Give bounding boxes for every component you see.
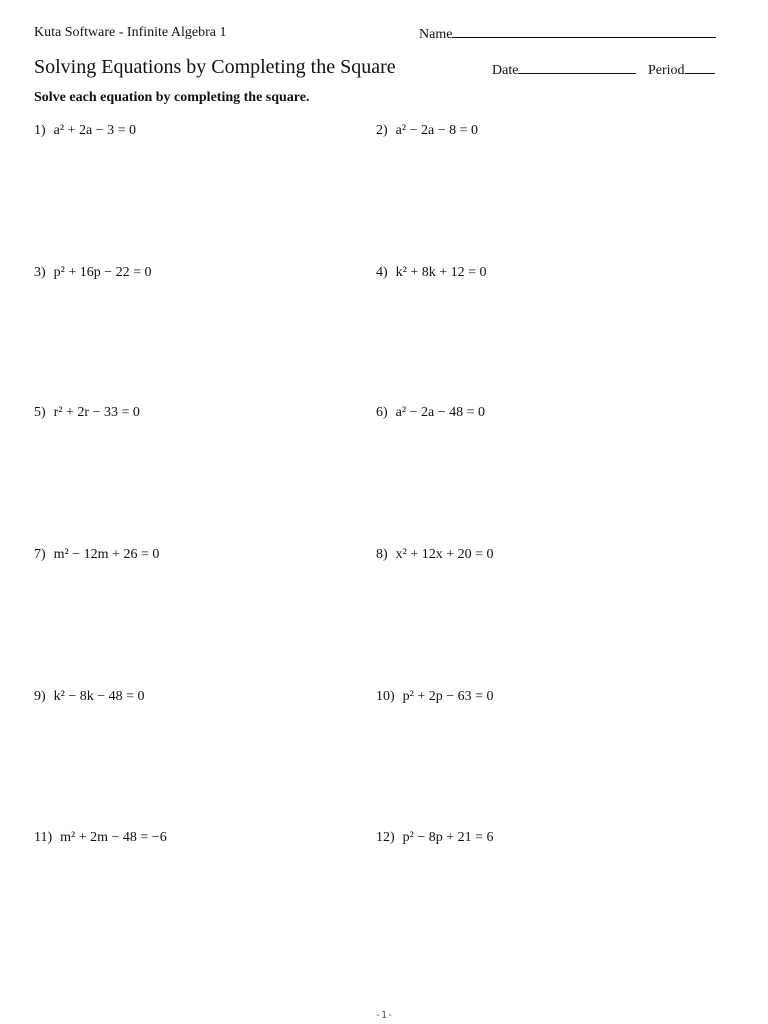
problem-equation: p² + 2p − 63 = 0 bbox=[402, 689, 494, 704]
problem-10 bbox=[376, 689, 494, 705]
problem-number: 6) bbox=[376, 405, 388, 420]
problem-number: 1) bbox=[34, 123, 46, 138]
worksheet-title: Solving Equations by Completing the Square bbox=[34, 56, 396, 78]
name-label: Name bbox=[419, 27, 453, 42]
problem-12 bbox=[376, 830, 494, 846]
date-blank-line[interactable] bbox=[518, 61, 636, 74]
date-label: Date bbox=[492, 63, 519, 78]
period-label: Period bbox=[648, 63, 685, 78]
period-blank-line[interactable] bbox=[685, 61, 715, 74]
problem-number: 10) bbox=[376, 689, 395, 704]
problem-equation: x² + 12x + 20 = 0 bbox=[395, 547, 494, 562]
problem-number: 12) bbox=[376, 830, 395, 845]
problem-3 bbox=[34, 265, 152, 281]
problem-number: 8) bbox=[376, 547, 388, 562]
problem-number: 2) bbox=[376, 123, 388, 138]
problem-number: 5) bbox=[34, 405, 46, 420]
problem-equation: a² − 2a − 8 = 0 bbox=[395, 123, 478, 138]
problem-equation: k² − 8k − 48 = 0 bbox=[53, 689, 145, 704]
problem-equation: m² + 2m − 48 = −6 bbox=[60, 830, 167, 845]
problem-5 bbox=[34, 405, 140, 421]
problem-equation: a² + 2a − 3 = 0 bbox=[53, 123, 136, 138]
problem-number: 9) bbox=[34, 689, 46, 704]
problem-6 bbox=[376, 405, 485, 421]
problem-number: 3) bbox=[34, 265, 46, 280]
problem-7 bbox=[34, 547, 159, 563]
problem-equation: m² − 12m + 26 = 0 bbox=[53, 547, 160, 562]
publisher-label: Kuta Software - Infinite Algebra 1 bbox=[34, 25, 227, 40]
name-blank-line[interactable] bbox=[452, 25, 716, 38]
problem-11 bbox=[34, 830, 167, 846]
problem-4 bbox=[376, 265, 487, 281]
problem-1 bbox=[34, 123, 136, 139]
problem-number: 4) bbox=[376, 265, 388, 280]
problem-equation: k² + 8k + 12 = 0 bbox=[395, 265, 487, 280]
problem-equation: a² − 2a − 48 = 0 bbox=[395, 405, 485, 420]
instructions: Solve each equation by completing the square. bbox=[34, 90, 310, 105]
page-number: -1- bbox=[374, 1010, 394, 1021]
period-field[interactable] bbox=[648, 61, 715, 79]
problem-2 bbox=[376, 123, 478, 139]
problem-equation: r² + 2r − 33 = 0 bbox=[53, 405, 140, 420]
problem-equation: p² − 8p + 21 = 6 bbox=[402, 830, 494, 845]
problem-number: 11) bbox=[34, 830, 53, 845]
problem-9 bbox=[34, 689, 145, 705]
name-field[interactable] bbox=[419, 25, 716, 43]
problem-number: 7) bbox=[34, 547, 46, 562]
date-field[interactable] bbox=[492, 61, 636, 79]
problem-8 bbox=[376, 547, 494, 563]
problem-equation: p² + 16p − 22 = 0 bbox=[53, 265, 152, 280]
